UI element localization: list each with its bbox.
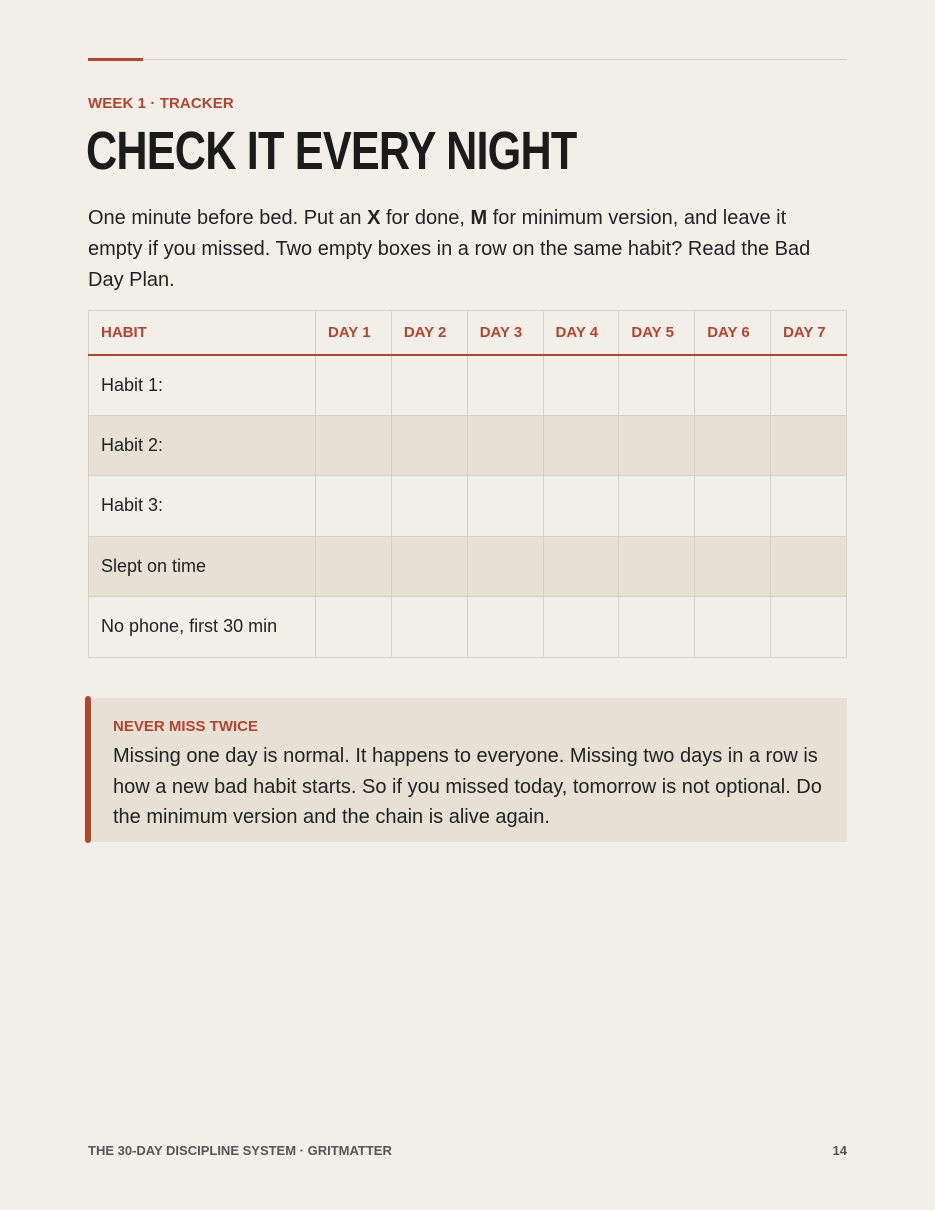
footer-page-number: 14 [832, 1143, 847, 1158]
table-row [89, 476, 847, 537]
day-checkbox-cell[interactable] [619, 597, 695, 658]
table-row [89, 355, 847, 416]
day-checkbox-cell[interactable] [695, 415, 771, 476]
day-checkbox-cell[interactable] [391, 415, 467, 476]
intro-text-2: for done, [380, 207, 471, 229]
never-miss-twice-callout [85, 698, 847, 842]
day-checkbox-cell[interactable] [771, 476, 847, 537]
column-header-day-1: DAY 1 [316, 311, 392, 355]
callout-accent-bar [85, 696, 91, 843]
day-checkbox-cell[interactable] [391, 355, 467, 416]
day-checkbox-cell[interactable] [771, 415, 847, 476]
callout-title: NEVER MISS TWICE [113, 718, 259, 735]
day-checkbox-cell[interactable] [695, 476, 771, 537]
day-checkbox-cell[interactable] [467, 536, 543, 597]
day-checkbox-cell[interactable] [316, 597, 392, 658]
day-checkbox-cell[interactable] [771, 597, 847, 658]
habit-label: Habit 1: [89, 355, 316, 416]
day-checkbox-cell[interactable] [619, 536, 695, 597]
intro-text-1: One minute before bed. Put an [88, 207, 368, 229]
day-checkbox-cell[interactable] [543, 597, 619, 658]
habit-label: No phone, first 30 min [89, 597, 316, 658]
day-checkbox-cell[interactable] [391, 476, 467, 537]
column-header-day-2: DAY 2 [391, 311, 467, 355]
day-checkbox-cell[interactable] [467, 597, 543, 658]
column-header-day-5: DAY 5 [619, 311, 695, 355]
column-header-day-3: DAY 3 [467, 311, 543, 355]
day-checkbox-cell[interactable] [543, 355, 619, 416]
column-header-habit: HABIT [89, 311, 316, 355]
section-eyebrow: WEEK 1 · TRACKER [88, 95, 234, 112]
day-checkbox-cell[interactable] [695, 597, 771, 658]
column-header-day-4: DAY 4 [543, 311, 619, 355]
day-checkbox-cell[interactable] [467, 355, 543, 416]
day-checkbox-cell[interactable] [467, 415, 543, 476]
habit-label: Habit 2: [89, 415, 316, 476]
day-checkbox-cell[interactable] [771, 355, 847, 416]
day-checkbox-cell[interactable] [316, 536, 392, 597]
day-checkbox-cell[interactable] [695, 355, 771, 416]
top-rule [88, 59, 847, 60]
intro-m-mark: M [470, 207, 488, 229]
day-checkbox-cell[interactable] [316, 355, 392, 416]
day-checkbox-cell[interactable] [619, 355, 695, 416]
day-checkbox-cell[interactable] [543, 476, 619, 537]
day-checkbox-cell[interactable] [467, 476, 543, 537]
day-checkbox-cell[interactable] [695, 536, 771, 597]
table-row [89, 536, 847, 597]
day-checkbox-cell[interactable] [316, 476, 392, 537]
intro-paragraph [88, 203, 838, 296]
table-row [89, 415, 847, 476]
habit-label: Slept on time [89, 536, 316, 597]
column-header-day-7: DAY 7 [771, 311, 847, 355]
day-checkbox-cell[interactable] [619, 415, 695, 476]
day-checkbox-cell[interactable] [316, 415, 392, 476]
habit-label: Habit 3: [89, 476, 316, 537]
page-title: CHECK IT EVERY NIGHT [86, 121, 577, 181]
footer-book-title: THE 30-DAY DISCIPLINE SYSTEM · GRITMATTER [88, 1143, 392, 1158]
table-row [89, 597, 847, 658]
day-checkbox-cell[interactable] [771, 536, 847, 597]
day-checkbox-cell[interactable] [543, 415, 619, 476]
column-header-day-6: DAY 6 [695, 311, 771, 355]
intro-text-3: for minimum version, and leave it empty if you missed. Two empty boxes in a row on the same habit? Read the Bad Day Plan. [88, 207, 811, 291]
tracker-header-row [89, 311, 847, 355]
top-rule-accent [88, 58, 143, 61]
callout-body: Missing one day is normal. It happens to everyone. Missing two days in a row is how a new bad habit starts. So if you missed today, tomorrow is not optional. Do the minimum version and the chain is alive again. [113, 745, 822, 828]
day-checkbox-cell[interactable] [619, 476, 695, 537]
habit-tracker-table [88, 310, 847, 658]
day-checkbox-cell[interactable] [391, 536, 467, 597]
day-checkbox-cell[interactable] [391, 597, 467, 658]
day-checkbox-cell[interactable] [543, 536, 619, 597]
intro-x-mark: X [367, 207, 381, 229]
